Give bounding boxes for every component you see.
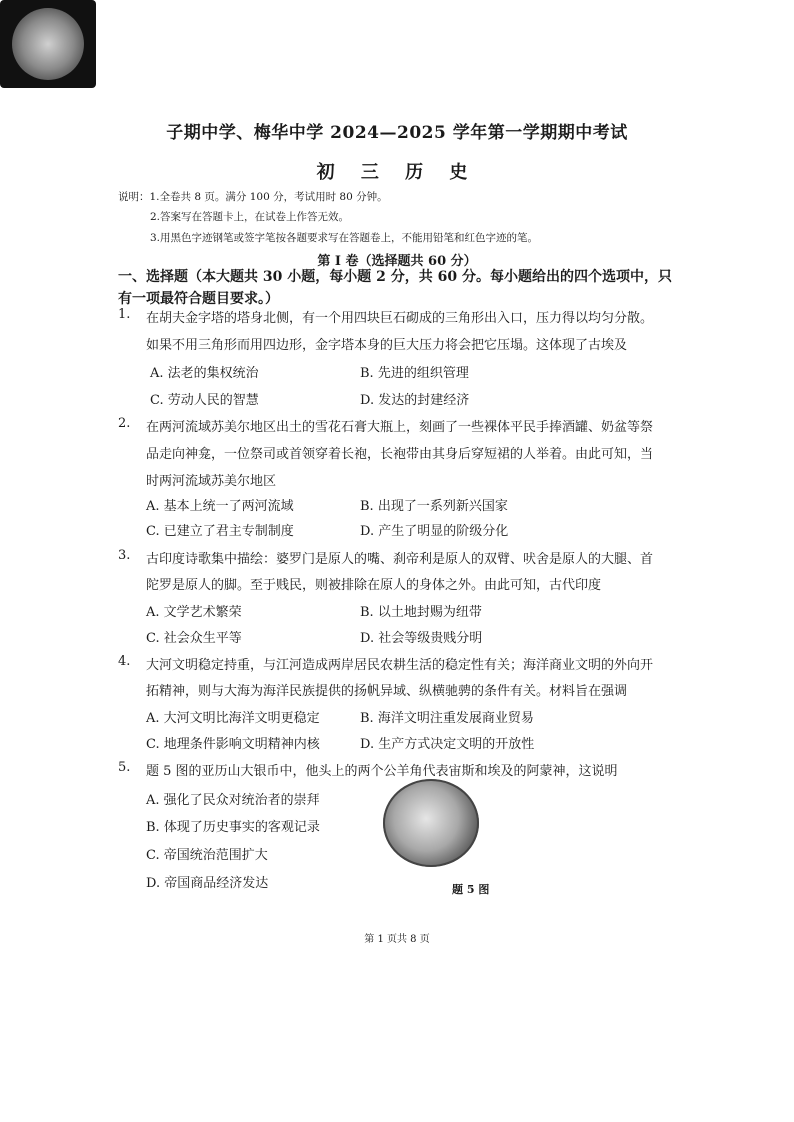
instruction-line-3: 3.用黑色字迹钢笔或签字笔按各题要求写在答题卷上，不能用铅笔和红色字迹的笔。 bbox=[150, 232, 539, 244]
option-c: C. 社会众生平等 bbox=[146, 631, 242, 646]
question-text: 拓精神，则与大海为海洋民族提供的扬帆异域、纵横驰骋的条件有关。材料旨在强调 bbox=[146, 684, 628, 699]
instruction-line-2: 2.答案写在答题卡上，在试卷上作答无效。 bbox=[150, 211, 350, 223]
option-a: A. 基本上统一了两河流域 bbox=[146, 499, 294, 514]
coin-obverse-image bbox=[383, 779, 479, 867]
option-c: C. 帝国统治范围扩大 bbox=[146, 848, 268, 863]
exam-title: 子期中学、梅华中学 2024—2025 学年第一学期期中考试 bbox=[166, 123, 628, 143]
option-a: A. 大河文明比海洋文明更稳定 bbox=[146, 711, 320, 726]
question-number: 5. bbox=[118, 760, 131, 775]
instruction-line-1: 说明：1.全卷共 8 页。满分 100 分，考试用时 80 分钟。 bbox=[118, 191, 388, 203]
question-text: 大河文明稳定持重，与江河造成两岸居民农耕生活的稳定性有关；海洋商业文明的外向开 bbox=[146, 658, 654, 673]
option-c: C. 已建立了君主专制制度 bbox=[146, 524, 294, 539]
question-number: 2. bbox=[118, 416, 131, 431]
coin-reverse-image bbox=[0, 0, 96, 88]
option-b: B. 海洋文明注重发展商业贸易 bbox=[360, 711, 534, 726]
option-b: B. 先进的组织管理 bbox=[360, 366, 469, 381]
option-d: D. 产生了明显的阶级分化 bbox=[360, 524, 509, 539]
volume-title: 第 I 卷（选择题共 60 分） bbox=[317, 254, 477, 269]
question-text: 题 5 图的亚历山大银币中，他头上的两个公羊角代表宙斯和埃及的阿蒙神，这说明 bbox=[146, 764, 618, 779]
question-text: 在两河流域苏美尔地区出土的雪花石膏大瓶上，刻画了一些裸体平民手捧酒罐、奶盆等祭 bbox=[146, 420, 654, 435]
question-number: 1. bbox=[118, 307, 131, 322]
question-number: 3. bbox=[118, 548, 131, 563]
question-number: 4. bbox=[118, 654, 131, 669]
option-d: D. 帝国商品经济发达 bbox=[146, 876, 269, 891]
option-b: B. 体现了历史事实的客观记录 bbox=[146, 820, 320, 835]
question-text: 如果不用三角形而用四边形，金字塔本身的巨大压力将会把它压塌。这体现了古埃及 bbox=[146, 338, 628, 353]
option-a: A. 文学艺术繁荣 bbox=[146, 605, 242, 620]
question-text: 时两河流域苏美尔地区 bbox=[146, 474, 277, 489]
option-b: B. 以土地封赐为纽带 bbox=[360, 605, 482, 620]
option-a: A. 法老的集权统治 bbox=[150, 366, 259, 381]
option-d: D. 发达的封建经济 bbox=[360, 393, 470, 408]
option-d: D. 社会等级贵贱分明 bbox=[360, 631, 483, 646]
option-d: D. 生产方式决定文明的开放性 bbox=[360, 737, 535, 752]
page-footer: 第 1 页共 8 页 bbox=[364, 934, 430, 945]
option-b: B. 出现了一系列新兴国家 bbox=[360, 499, 508, 514]
option-c: C. 劳动人民的智慧 bbox=[150, 393, 259, 408]
option-c: C. 地理条件影响文明精神内核 bbox=[146, 737, 320, 752]
option-a: A. 强化了民众对统治者的崇拜 bbox=[146, 793, 320, 808]
question-text: 陀罗是原人的脚。至于贱民，则被排除在原人的身体之外。由此可知，古代印度 bbox=[146, 578, 602, 593]
question-text: 古印度诗歌集中描绘：婆罗门是原人的嘴、刹帝利是原人的双臂、吠舍是原人的大腿、首 bbox=[146, 552, 654, 567]
figure-caption: 题 5 图 bbox=[452, 883, 490, 896]
question-text: 品走向神龛，一位祭司或首领穿着长袍，长袍带由其身后穿短裙的人举着。由此可知，当 bbox=[146, 447, 654, 462]
exam-subject: 初 三 历 史 bbox=[316, 162, 478, 183]
question-text: 在胡夫金字塔的塔身北侧，有一个用四块巨石砌成的三角形出入口，压力得以均匀分散。 bbox=[146, 311, 654, 326]
section-title: 一、选择题（本大题共 30 小题，每小题 2 分，共 60 分。每小题给出的四个选项中，只有一项最符合题目要求。） bbox=[118, 269, 672, 307]
